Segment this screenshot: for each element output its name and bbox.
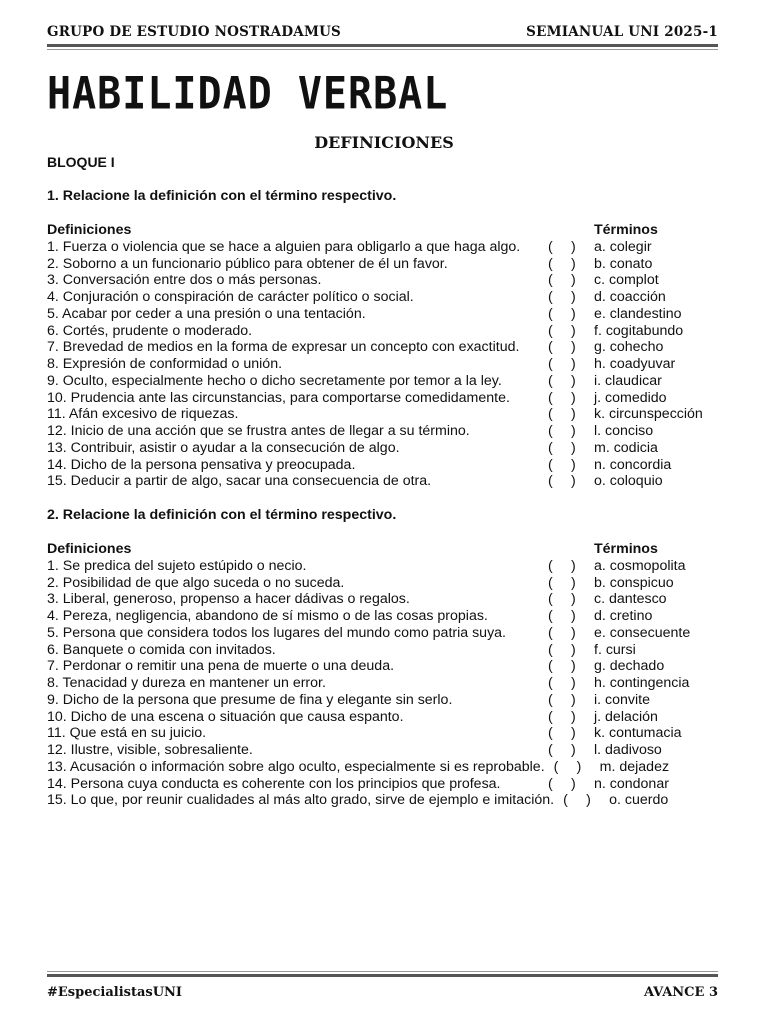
exercise-1 <box>47 188 727 490</box>
exercise-instruction: 2. Relacione la definición con el término respectivo. <box>47 507 397 523</box>
blank-open: ( <box>548 322 553 339</box>
definition-text: 10. Dicho de una escena o situación que causa espanto. <box>47 708 404 725</box>
footer-hashtag: #EspecialistasUNI <box>47 985 183 1000</box>
definition-row <box>47 239 727 256</box>
blank-close: ) <box>571 624 576 641</box>
blank-open: ( <box>548 591 553 608</box>
blank-close: ) <box>576 758 582 775</box>
definition-text: 14. Dicho de la persona pensativa y preocupada. <box>47 456 356 473</box>
column-headers <box>47 222 727 239</box>
definition-row <box>47 608 727 625</box>
term-option: f. cursi <box>594 641 636 658</box>
term-option: m. codicia <box>594 439 658 456</box>
column-headers <box>47 541 727 558</box>
definition-row <box>47 792 727 809</box>
blank-open: ( <box>548 624 553 641</box>
header-rule-thin <box>47 49 718 50</box>
footer-advance: AVANCE 3 <box>643 985 718 1000</box>
term-option: d. cretino <box>594 608 653 624</box>
page-title: HABILIDAD VERBAL <box>47 68 449 120</box>
blank-open: ( <box>548 305 553 322</box>
term-option: j. delación <box>594 708 658 725</box>
definition-text: 15. Lo que, por reunir cualidades al más alto grado, sirve de ejemplo e imitación. <box>47 792 555 809</box>
blank-close: ) <box>571 557 576 574</box>
term-option: m. dejadez <box>599 758 670 775</box>
blank-open: ( <box>548 675 553 691</box>
definition-row <box>47 709 727 726</box>
term-option: o. coloquio <box>594 473 663 490</box>
definition-text: 3. Liberal, generoso, propenso a hacer dádivas o regalos. <box>47 591 410 608</box>
blank-close: ) <box>571 708 576 725</box>
exercise-2 <box>47 507 727 809</box>
term-option: a. cosmopolita <box>594 557 686 574</box>
blank-close: ) <box>571 742 576 758</box>
term-option: i. claudicar <box>594 372 662 389</box>
block-label: BLOQUE I <box>47 154 115 170</box>
blank-close: ) <box>571 574 576 591</box>
definition-row <box>47 390 727 407</box>
term-option: l. conciso <box>594 423 654 439</box>
blank-open: ( <box>548 658 553 675</box>
blank-open: ( <box>548 742 553 758</box>
definition-text: 10. Prudencia ante las circunstancias, para comportarse comedidamente. <box>47 389 510 406</box>
blank-close: ) <box>571 691 576 708</box>
definition-row <box>47 473 727 490</box>
blank-close: ) <box>571 322 576 339</box>
definition-row <box>47 306 727 323</box>
definition-row <box>47 742 727 759</box>
blank-open: ( <box>548 473 553 490</box>
term-option: l. dadivoso <box>594 742 662 758</box>
blank-open: ( <box>548 356 553 372</box>
term-option: k. circunspección <box>594 406 703 423</box>
blank-close: ) <box>571 658 576 675</box>
definition-text: 7. Brevedad de medios en la forma de expresar un concepto con exactitud. <box>47 339 520 356</box>
definition-text: 1. Fuerza o violencia que se hace a alguien para obligarlo a que haga algo. <box>47 238 521 255</box>
blank-open: ( <box>548 339 553 356</box>
definition-text: 7. Perdonar o remitir una pena de muerte o una deuda. <box>47 658 395 675</box>
term-option: b. conato <box>594 255 653 272</box>
blank-open: ( <box>548 389 553 406</box>
term-option: h. contingencia <box>594 675 690 691</box>
definition-row <box>47 776 727 793</box>
definition-text: 12. Ilustre, visible, sobresaliente. <box>47 742 253 758</box>
blank-open: ( <box>548 641 553 658</box>
blank-open: ( <box>548 406 553 423</box>
term-option: g. cohecho <box>594 339 664 356</box>
term-option: b. conspicuo <box>594 574 674 591</box>
blank-open: ( <box>548 439 553 456</box>
blank-open: ( <box>548 557 553 574</box>
spacer <box>47 205 727 222</box>
header-course-name: SEMIANUAL UNI 2025-1 <box>526 24 718 40</box>
term-option: c. complot <box>594 272 659 289</box>
column-header-definitions: Definiciones <box>47 222 132 238</box>
definition-row <box>47 642 727 659</box>
definition-text: 4. Conjuración o conspiración de carácter político o social. <box>47 289 414 305</box>
blank-close: ) <box>571 473 576 490</box>
definition-row <box>47 373 727 390</box>
footer-rule-thick <box>47 974 718 977</box>
blank-close: ) <box>571 389 576 406</box>
blank-close: ) <box>571 641 576 658</box>
term-option: j. comedido <box>594 389 667 406</box>
blank-close: ) <box>571 439 576 456</box>
definition-row <box>47 575 727 592</box>
blank-open: ( <box>548 775 553 792</box>
definition-text: 13. Acusación o información sobre algo oculto, especialmente si es reprobable. <box>47 758 545 775</box>
definition-text: 2. Soborno a un funcionario público para obtener de él un favor. <box>47 255 448 272</box>
term-option: o. cuerdo <box>609 792 669 809</box>
term-option: g. dechado <box>594 658 665 675</box>
definition-row <box>47 658 727 675</box>
definition-text: 9. Dicho de la persona que presume de fina y elegante sin serlo. <box>47 691 453 708</box>
header-rule-thick <box>47 44 718 47</box>
footer-rule-thin <box>47 971 718 972</box>
column-header-terms: Términos <box>594 222 658 238</box>
blank-close: ) <box>571 305 576 322</box>
definition-text: 12. Inicio de una acción que se frustra antes de llegar a su término. <box>47 423 470 439</box>
definition-text: 15. Deducir a partir de algo, sacar una consecuencia de otra. <box>47 473 432 490</box>
definition-row <box>47 356 727 373</box>
definition-row <box>47 323 727 340</box>
blank-close: ) <box>571 238 576 255</box>
header-group-name: GRUPO DE ESTUDIO NOSTRADAMUS <box>47 24 342 40</box>
definition-text: 3. Conversación entre dos o más personas. <box>47 272 322 289</box>
definition-text: 5. Persona que considera todos los lugares del mundo como patria suya. <box>47 624 507 641</box>
term-option: k. contumacia <box>594 725 682 742</box>
blank-open: ( <box>548 456 553 473</box>
blank-close: ) <box>571 406 576 423</box>
definition-text: 13. Contribuir, asistir o ayudar a la consecución de algo. <box>47 439 400 456</box>
blank-open: ( <box>563 792 568 809</box>
definition-row <box>47 675 727 692</box>
term-option: n. concordia <box>594 456 672 473</box>
term-option: e. consecuente <box>594 624 691 641</box>
blank-close: ) <box>571 339 576 356</box>
blank-close: ) <box>571 591 576 608</box>
term-option: a. colegir <box>594 238 652 255</box>
blank-close: ) <box>586 792 591 809</box>
definition-text: 8. Expresión de conformidad o unión. <box>47 356 283 372</box>
term-option: c. dantesco <box>594 591 667 608</box>
definition-text: 6. Banquete o comida con invitados. <box>47 641 276 658</box>
definition-row <box>47 692 727 709</box>
definition-row <box>47 725 727 742</box>
definition-text: 6. Cortés, prudente o moderado. <box>47 322 253 339</box>
definition-text: 8. Tenacidad y dureza en mantener un error. <box>47 675 326 691</box>
exercise-instruction: 1. Relacione la definición con el término respectivo. <box>47 188 397 204</box>
definition-row <box>47 289 727 306</box>
column-header-definitions: Definiciones <box>47 541 132 557</box>
column-header-terms: Términos <box>594 541 658 557</box>
definition-text: 14. Persona cuya conducta es coherente con los principios que profesa. <box>47 775 501 792</box>
definition-text: 2. Posibilidad de que algo suceda o no suceda. <box>47 574 345 591</box>
blank-close: ) <box>571 725 576 742</box>
blank-close: ) <box>571 372 576 389</box>
definition-row <box>47 423 727 440</box>
blank-open: ( <box>548 238 553 255</box>
blank-open: ( <box>548 608 553 624</box>
definition-text: 9. Oculto, especialmente hecho o dicho secretamente por temor a la ley. <box>47 372 502 389</box>
term-option: n. condonar <box>594 775 669 792</box>
definition-row <box>47 625 727 642</box>
blank-open: ( <box>548 255 553 272</box>
definition-text: 5. Acabar por ceder a una presión o una tentación. <box>47 305 366 322</box>
definition-text: 11. Que está en su juicio. <box>47 725 207 742</box>
blank-open: ( <box>548 272 553 289</box>
definition-text: 4. Pereza, negligencia, abandono de sí mismo o de las cosas propias. <box>47 608 488 624</box>
blank-close: ) <box>571 272 576 289</box>
blank-open: ( <box>548 423 553 439</box>
blank-close: ) <box>571 255 576 272</box>
term-option: f. cogitabundo <box>594 322 684 339</box>
definition-text: 1. Se predica del sujeto estúpido o necio. <box>47 557 307 574</box>
section-subtitle: DEFINICIONES <box>314 133 454 152</box>
definition-row <box>47 440 727 457</box>
blank-open: ( <box>553 758 559 775</box>
definition-row <box>47 406 727 423</box>
blank-close: ) <box>571 423 576 439</box>
definition-row <box>47 591 727 608</box>
term-option: h. coadyuvar <box>594 356 676 372</box>
page-footer <box>47 985 718 1003</box>
definition-row <box>47 256 727 273</box>
blank-open: ( <box>548 708 553 725</box>
blank-open: ( <box>548 574 553 591</box>
blank-close: ) <box>571 356 576 372</box>
definition-text: 11. Afán excesivo de riquezas. <box>47 406 239 423</box>
definition-row <box>47 339 727 356</box>
definition-row <box>47 759 727 776</box>
blank-close: ) <box>571 456 576 473</box>
blank-open: ( <box>548 725 553 742</box>
page-header <box>47 24 718 44</box>
blank-close: ) <box>571 289 576 305</box>
blank-close: ) <box>571 608 576 624</box>
blank-open: ( <box>548 289 553 305</box>
term-option: i. convite <box>594 691 650 708</box>
definition-row <box>47 457 727 474</box>
blank-open: ( <box>548 691 553 708</box>
definition-row <box>47 272 727 289</box>
blank-close: ) <box>571 775 576 792</box>
definition-row <box>47 558 727 575</box>
term-option: d. coacción <box>594 289 666 305</box>
spacer <box>47 524 727 541</box>
blank-open: ( <box>548 372 553 389</box>
term-option: e. clandestino <box>594 305 682 322</box>
blank-close: ) <box>571 675 576 691</box>
